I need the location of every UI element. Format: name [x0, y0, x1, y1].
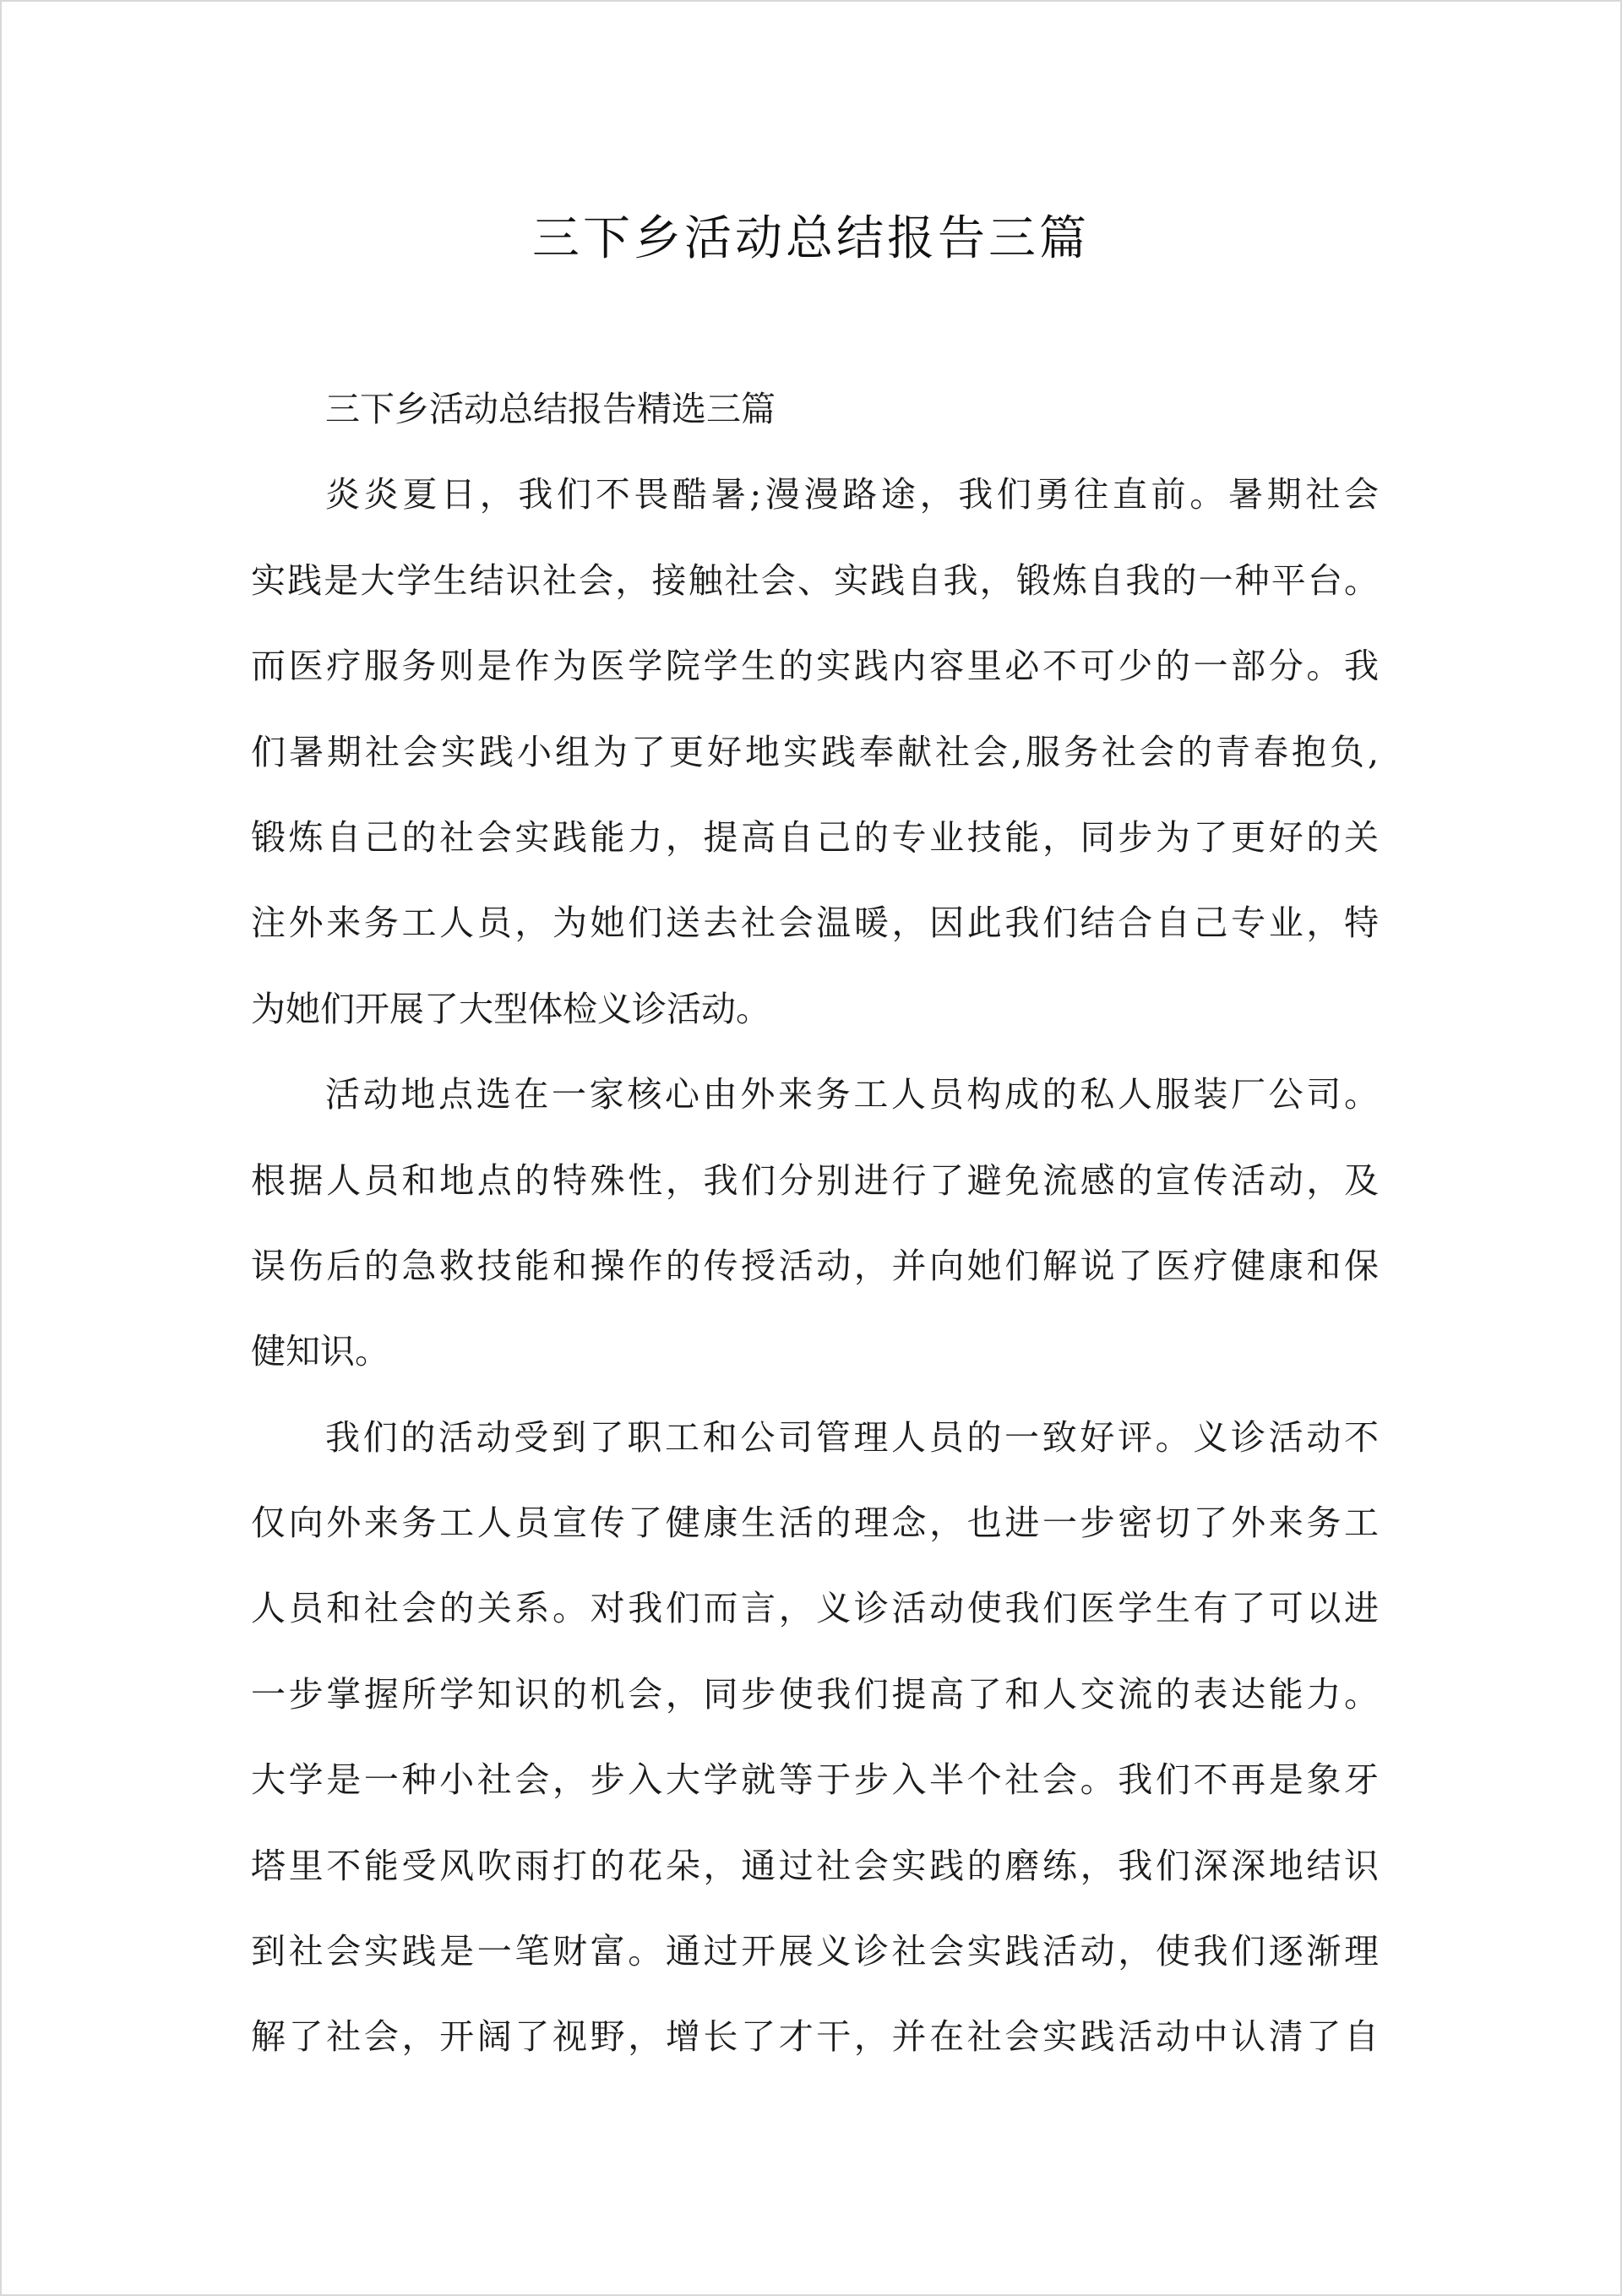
- paragraph-line: 我们的活动受到了职工和公司管理人员的一致好评。义诊活动不: [325, 1416, 1379, 1458]
- paragraph-line: 到社会实践是一笔财富。通过开展义诊社会实践活动，使我们逐渐理: [251, 1931, 1379, 1972]
- paragraph-line: 健知识。: [251, 1331, 389, 1372]
- paragraph-line: 一步掌握所学知识的机会，同步使我们提高了和人交流的表达能力。: [251, 1673, 1379, 1715]
- paragraph-line: 活动地点选在一家核心由外来务工人员构成的私人服装厂公司。: [325, 1074, 1379, 1115]
- paragraph-line: 锻炼自己的社会实践能力，提高自己的专业技能，同步为了更好的关: [251, 816, 1379, 858]
- paragraph-line: 实践是大学生结识社会，接触社会、实践自我，锻炼自我的一种平台。: [251, 559, 1379, 601]
- paragraph-line: 大学是一种小社会，步入大学就等于步入半个社会。我们不再是象牙: [251, 1759, 1379, 1801]
- paragraph-line: 们暑期社会实践小组为了更好地实践奉献社会,服务社会的青春抱负,: [251, 731, 1379, 772]
- paragraph-line: 误伤后的急救技能和操作的传授活动，并向她们解说了医疗健康和保: [251, 1245, 1379, 1286]
- paragraph-line: 根据人员和地点的特殊性，我们分别进行了避免流感的宣传活动，及: [251, 1159, 1379, 1201]
- paragraph-line: 为她们开展了大型体检义诊活动。: [251, 988, 770, 1029]
- paragraph-line: 塔里不能受风吹雨打的花朵，通过社会实践的磨练，我们深深地结识: [251, 1845, 1379, 1886]
- paragraph-line: 炎炎夏日，我们不畏酷暑;漫漫路途，我们勇往直前。暑期社会: [325, 474, 1379, 515]
- document-body: [251, 367, 1379, 2081]
- paragraph-line: 解了社会，开阔了视野，增长了才干，并在社会实践活动中认清了自: [251, 2016, 1379, 2058]
- paragraph-line: 而医疗服务则是作为医学院学生的实践内容里必不可少的一部分。我: [251, 646, 1379, 687]
- paragraph-line: 人员和社会的关系。对我们而言，义诊活动使我们医学生有了可以进: [251, 1588, 1379, 1629]
- paragraph-line: 注外来务工人员，为她们送去社会温暖，因此我们结合自己专业，特: [251, 903, 1379, 944]
- paragraph-line: 仅向外来务工人员宣传了健康生活的理念，也进一步密切了外来务工: [251, 1502, 1379, 1544]
- document-title: 三下乡活动总结报告三篇: [532, 211, 1090, 266]
- document-subtitle: 三下乡活动总结报告精选三篇: [325, 389, 776, 429]
